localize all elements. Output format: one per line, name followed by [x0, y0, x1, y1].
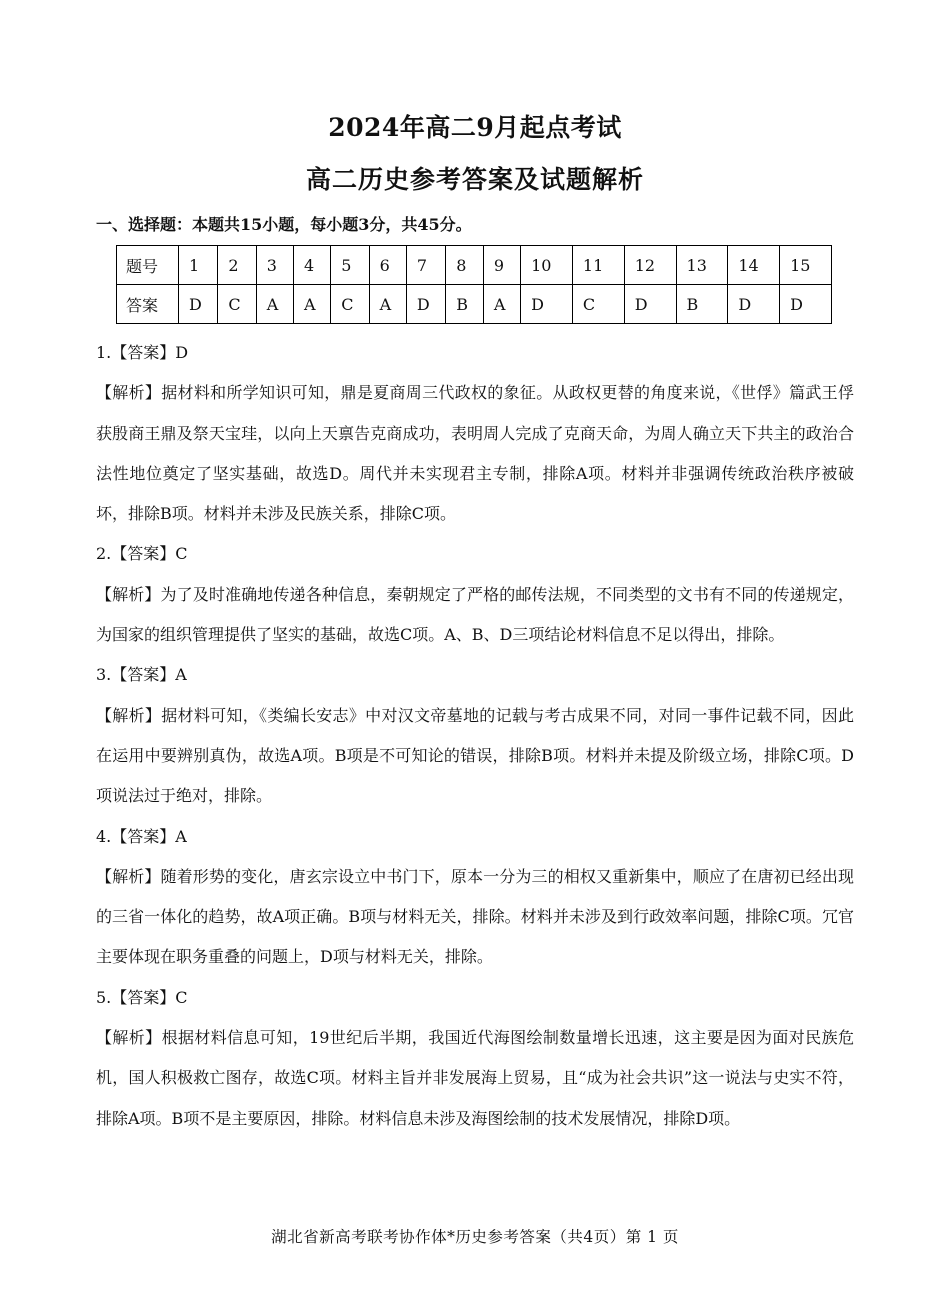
- answer-cell: A: [256, 285, 293, 324]
- answer-cell: B: [676, 285, 728, 324]
- answer-cell: D: [780, 285, 832, 324]
- page-footer: 湖北省新高考联考协作体*历史参考答案（共4页）第 1 页: [271, 1228, 679, 1246]
- page-title: 2024年高二9月起点考试: [328, 113, 622, 142]
- answer-cell: C: [331, 285, 369, 324]
- answer-cell: D: [728, 285, 780, 324]
- answer-row: [117, 285, 832, 324]
- question-number: 3: [256, 246, 293, 285]
- answer-cell: A: [483, 285, 520, 324]
- number-row: [117, 246, 832, 285]
- question-number: 1: [179, 246, 218, 285]
- question-number: 15: [780, 246, 832, 285]
- row-label-number: 题号: [117, 246, 179, 285]
- question-number: 12: [624, 246, 676, 285]
- answer-cell: A: [294, 285, 331, 324]
- question-number: 14: [728, 246, 780, 285]
- question-number: 6: [369, 246, 406, 285]
- question-number: 10: [521, 246, 573, 285]
- answer-cell: C: [218, 285, 256, 324]
- row-label-answer: 答案: [117, 285, 179, 324]
- answer-cell: C: [572, 285, 624, 324]
- question-number: 11: [572, 246, 624, 285]
- answer-cell: D: [406, 285, 445, 324]
- section-heading: 一、选择题：本题共15小题，每小题3分，共45分。: [96, 215, 472, 234]
- question-number: 9: [483, 246, 520, 285]
- answer-line-1: 1.【答案】D: [96, 343, 189, 362]
- analysis-2: 【解析】为了及时准确地传递各种信息，秦朝规定了严格的邮传法规，不同类型的文书有不同的传递规定，为国家的组织管理提供了坚实的基础，故选C项。A、B、D三项结论材料信息不足以得出，排除。: [96, 584, 854, 645]
- answer-line-2: 2.【答案】C: [96, 544, 188, 564]
- analysis-4: 【解析】随着形势的变化，唐玄宗设立中书门下，原本一分为三的相权又重新集中，顺应了在唐初已经出现的三省一体化的趋势，故A项正确。B项与材料无关，排除。材料并未涉及到行政效率问题，排除C项。冗官主要体现在职务重叠的问题上，D项与材料无关，排除。: [96, 866, 854, 967]
- analysis-3: 【解析】据材料可知，《类编长安志》中对汉文帝墓地的记载与考古成果不同，对同一事件记载不同，因此在运用中要辨别真伪，故选A项。B项是不可知论的错误，排除B项。材料并未提及阶级立场，排除C项。D项说法过于绝对，排除。: [96, 705, 854, 806]
- answer-line-5: 5.【答案】C: [96, 987, 188, 1007]
- question-number: 5: [331, 246, 369, 285]
- analysis-1: 【解析】据材料和所学知识可知，鼎是夏商周三代政权的象征。从政权更替的角度来说，《世俘》篇武王俘获殷商王鼎及祭天宝珪，以向上天禀告克商成功，表明周人完成了克商天命，为周人确立天下共主的政治合法性地位奠定了坚实基础，故选D。周代并未实现君主专制，排除A项。材料并非强调传统政治秩序被破坏，排除B项。材料并未涉及民族关系，排除C项。: [96, 383, 854, 524]
- question-number: 13: [676, 246, 728, 285]
- question-number: 7: [406, 246, 445, 285]
- question-number: 2: [218, 246, 256, 285]
- question-number: 8: [446, 246, 484, 285]
- answer-cell: D: [624, 285, 676, 324]
- answer-line-4: 4.【答案】A: [96, 826, 187, 846]
- answer-line-3: 3.【答案】A: [96, 665, 187, 685]
- answer-explanations: [96, 333, 854, 1139]
- answer-cell: D: [521, 285, 573, 324]
- answer-cell: D: [179, 285, 218, 324]
- question-number: 4: [294, 246, 331, 285]
- answer-table: [116, 245, 832, 324]
- answer-cell: B: [446, 285, 484, 324]
- analysis-5: 【解析】根据材料信息可知，19世纪后半期，我国近代海图绘制数量增长迅速，这主要是因为面对民族危机，国人积极救亡图存，故选C项。材料主旨并非发展海上贸易，且“成为社会共识”这一说法与史实不符，排除A项。B项不是主要原因，排除。材料信息未涉及海图绘制的技术发展情况，排除D项。: [96, 1028, 854, 1128]
- answer-cell: A: [369, 285, 406, 324]
- page-subtitle: 高二历史参考答案及试题解析: [305, 165, 644, 194]
